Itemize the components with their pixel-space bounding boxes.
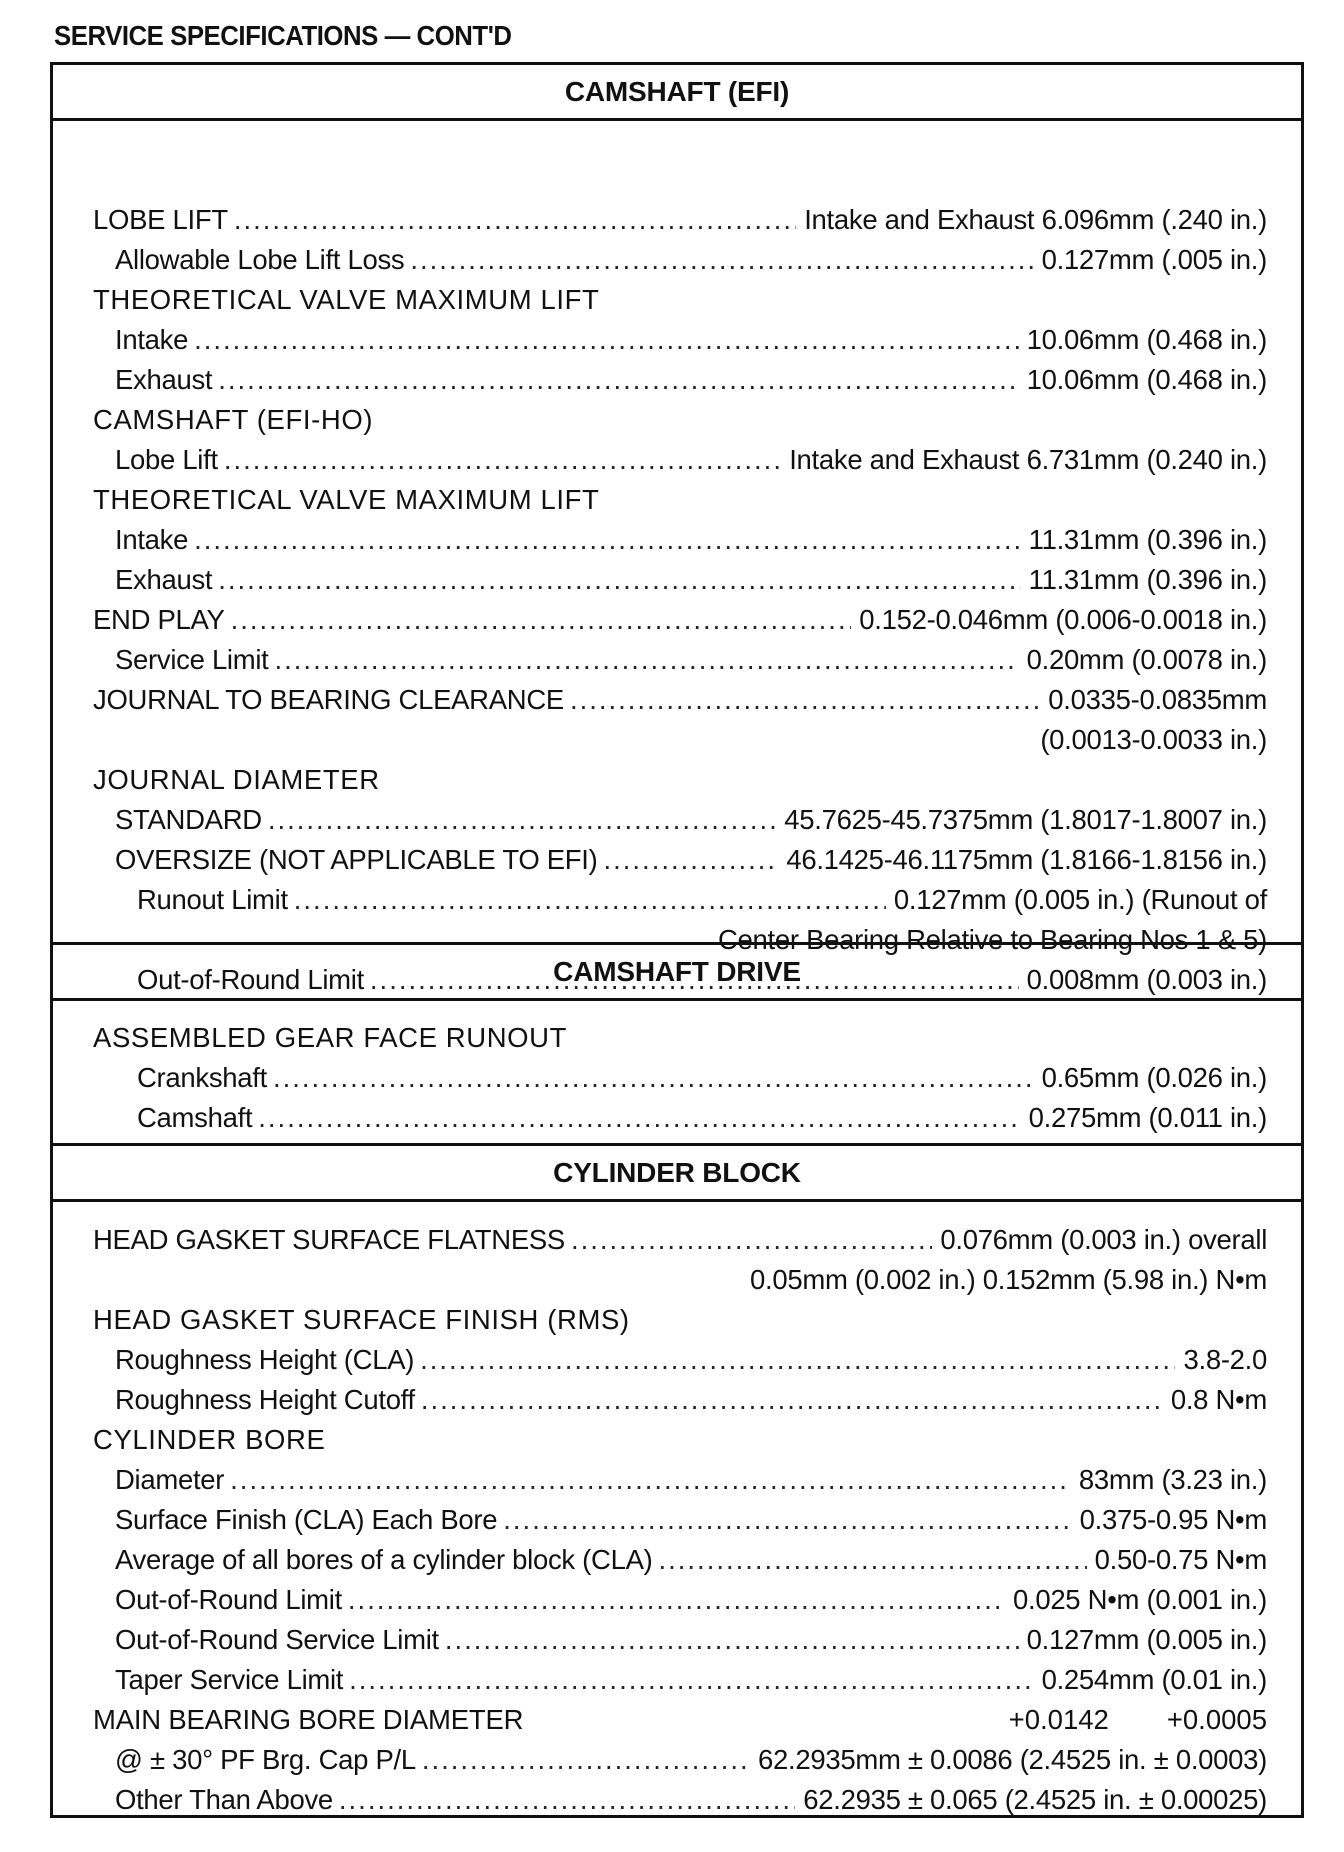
spec-label: LOBE LIFT	[93, 204, 228, 235]
spec-value: Intake and Exhaust 6.096mm (.240 in.)	[804, 204, 1267, 235]
dot-leader	[571, 1224, 932, 1256]
spec-value: 0.127mm (.005 in.)	[1041, 244, 1267, 275]
dot-leader	[194, 324, 1018, 356]
spec-label: Roughness Height Cutoff	[115, 1384, 415, 1415]
subheading-journal-diameter: JOURNAL DIAMETER	[93, 764, 380, 795]
spec-label: OVERSIZE (NOT APPLICABLE TO EFI)	[115, 844, 598, 875]
spec-label: Average of all bores of a cylinder block (CLA)	[115, 1544, 653, 1575]
spec-value-continuation: Center Bearing Relative to Bearing Nos 1 & 5)	[717, 924, 1267, 955]
spec-row-exhaust	[115, 360, 1267, 400]
dot-leader	[218, 364, 1018, 396]
spec-value: 0.50-0.75 N•m	[1094, 1544, 1267, 1575]
spec-row-lobe-lift	[93, 200, 1267, 240]
spec-label: Camshaft	[137, 1102, 253, 1133]
spec-row-end-play	[93, 600, 1267, 640]
spec-label: Out-of-Round Limit	[115, 1584, 342, 1615]
dot-leader	[421, 1384, 1163, 1416]
dot-leader	[194, 524, 1021, 556]
dot-leader	[659, 1544, 1087, 1576]
spec-row-roughness-height	[115, 1340, 1267, 1380]
spec-row-surface-finish	[115, 1500, 1267, 1540]
dot-leader	[218, 564, 1020, 596]
spec-label: Out-of-Round Limit	[137, 964, 364, 995]
spec-label: Lobe Lift	[115, 444, 218, 475]
section-header-camshaft-drive: CAMSHAFT DRIVE	[53, 945, 1301, 1001]
spec-label: Surface Finish (CLA) Each Bore	[115, 1504, 498, 1535]
spec-value: 0.20mm (0.0078 in.)	[1026, 644, 1267, 675]
spec-label: Intake	[115, 524, 189, 555]
dot-leader	[258, 1102, 1020, 1134]
subheading-main-bearing-bore: MAIN BEARING BORE DIAMETER	[93, 1704, 524, 1735]
spec-row-standard	[115, 800, 1267, 840]
spec-value: 10.06mm (0.468 in.)	[1026, 364, 1267, 395]
spec-value: 0.008mm (0.003 in.)	[1026, 964, 1267, 995]
tolerance-plus-metric: +0.0142	[1008, 1704, 1109, 1735]
dot-leader	[234, 204, 796, 236]
spec-row-journal-clearance	[93, 680, 1267, 720]
dot-leader	[224, 444, 781, 476]
spec-value: 0.127mm (0.005 in.)	[1026, 1624, 1267, 1655]
spec-value: 0.0335-0.0835mm	[1048, 684, 1267, 715]
spec-row-roughness-cutoff	[115, 1380, 1267, 1420]
spec-label: Intake	[115, 324, 189, 355]
spec-value: 0.254mm (0.01 in.)	[1041, 1664, 1267, 1695]
subheading-theoretical-lift: THEORETICAL VALVE MAXIMUM LIFT	[93, 284, 600, 315]
spec-row-out-of-round-service	[115, 1620, 1267, 1660]
dot-leader	[349, 1664, 1033, 1696]
dot-leader	[445, 1624, 1019, 1656]
spec-label: Taper Service Limit	[115, 1664, 344, 1695]
spec-value: 3.8-2.0	[1183, 1344, 1267, 1375]
spec-row-lobe-lift-ho	[115, 440, 1267, 480]
spec-label: Runout Limit	[137, 884, 288, 915]
spec-row-head-gasket-flatness	[93, 1220, 1267, 1260]
spec-row-exhaust-ho	[115, 560, 1267, 600]
spec-row-oversize	[115, 840, 1267, 880]
spec-row-intake-ho	[115, 520, 1267, 560]
spec-label: JOURNAL TO BEARING CLEARANCE	[93, 684, 564, 715]
spec-row-pf-brg-cap	[115, 1740, 1267, 1780]
spec-label: Service Limit	[115, 644, 269, 675]
spec-value: 45.7625-45.7375mm (1.8017-1.8007 in.)	[784, 804, 1267, 835]
spec-row-other-than-above	[115, 1780, 1267, 1820]
spec-label: @ ± 30° PF Brg. Cap P/L	[115, 1744, 416, 1775]
spec-value: 0.152-0.046mm (0.006-0.0018 in.)	[859, 604, 1267, 635]
spec-label: Exhaust	[115, 564, 213, 595]
spec-row-intake	[115, 320, 1267, 360]
spec-label: STANDARD	[115, 804, 262, 835]
spec-value: 0.65mm (0.026 in.)	[1041, 1062, 1267, 1093]
spec-label: Allowable Lobe Lift Loss	[115, 244, 405, 275]
subheading-surface-finish: HEAD GASKET SURFACE FINISH (RMS)	[93, 1304, 630, 1335]
spec-row-runout-limit	[137, 880, 1267, 920]
section-header-camshaft-efi: CAMSHAFT (EFI)	[53, 65, 1301, 121]
dot-leader	[273, 1062, 1034, 1094]
dot-leader	[420, 1344, 1175, 1376]
spec-value-continuation: (0.0013-0.0033 in.)	[1040, 724, 1267, 755]
spec-label: Diameter	[115, 1464, 225, 1495]
spec-value: 0.8 N•m	[1170, 1384, 1267, 1415]
dot-leader	[604, 844, 779, 876]
spec-value: 0.375-0.95 N•m	[1079, 1504, 1267, 1535]
dot-leader	[275, 644, 1019, 676]
page-title: SERVICE SPECIFICATIONS — CONT'D	[54, 20, 512, 51]
spec-value: 62.2935mm ± 0.0086 (2.4525 in. ± 0.0003)	[758, 1744, 1267, 1775]
dot-leader	[231, 604, 852, 636]
spec-label: Roughness Height (CLA)	[115, 1344, 415, 1375]
spec-value: 0.275mm (0.011 in.)	[1028, 1102, 1267, 1133]
spec-value: 11.31mm (0.396 in.)	[1028, 524, 1267, 555]
tolerance-plus-inch: +0.0005	[1166, 1704, 1267, 1735]
spec-label: Out-of-Round Service Limit	[115, 1624, 439, 1655]
spec-label: Exhaust	[115, 364, 213, 395]
spec-label: HEAD GASKET SURFACE FLATNESS	[93, 1224, 565, 1255]
spec-value: 11.31mm (0.396 in.)	[1028, 564, 1267, 595]
spec-row-service-limit	[115, 640, 1267, 680]
spec-row-average-bores	[115, 1540, 1267, 1580]
dot-leader	[503, 1504, 1071, 1536]
section-header-cylinder-block: CYLINDER BLOCK	[53, 1146, 1301, 1202]
dot-leader	[410, 244, 1033, 276]
spec-label: END PLAY	[93, 604, 225, 635]
dot-leader	[348, 1584, 1005, 1616]
spec-value: 83mm (3.23 in.)	[1078, 1464, 1267, 1495]
spec-row-camshaft	[137, 1098, 1267, 1138]
subheading-cylinder-bore: CYLINDER BORE	[93, 1424, 326, 1455]
dot-leader	[268, 804, 776, 836]
spec-row-crankshaft	[137, 1058, 1267, 1098]
spec-label: Other Than Above	[115, 1784, 333, 1815]
spec-row-taper-service	[115, 1660, 1267, 1700]
dot-leader	[294, 884, 886, 916]
spec-value: 0.025 N•m (0.001 in.)	[1012, 1584, 1267, 1615]
spec-value: 0.076mm (0.003 in.) overall	[940, 1224, 1267, 1255]
subheading-camshaft-efi-ho: CAMSHAFT (EFI-HO)	[93, 404, 374, 435]
subheading-gear-face-runout: ASSEMBLED GEAR FACE RUNOUT	[93, 1022, 568, 1053]
dot-leader	[570, 684, 1040, 716]
spec-row-diameter	[115, 1460, 1267, 1500]
spec-value: 46.1425-46.1175mm (1.8166-1.8156 in.)	[786, 844, 1267, 875]
subheading-theoretical-lift-ho: THEORETICAL VALVE MAXIMUM LIFT	[93, 484, 600, 515]
spec-row-allowable-lobe-lift-loss	[115, 240, 1267, 280]
spec-row-out-of-round-limit	[115, 1580, 1267, 1620]
spec-table	[50, 62, 1304, 1818]
spec-value: 0.127mm (0.005 in.) (Runout of	[893, 884, 1267, 915]
spec-value: 62.2935 ± 0.065 (2.4525 in. ± 0.00025)	[803, 1784, 1267, 1815]
spec-value: Intake and Exhaust 6.731mm (0.240 in.)	[789, 444, 1267, 475]
spec-value-continuation: 0.05mm (0.002 in.) 0.152mm (5.98 in.) N•m	[750, 1264, 1267, 1295]
dot-leader	[422, 1744, 750, 1776]
tolerance-superscripts	[951, 1700, 1267, 1740]
dot-leader	[230, 1464, 1071, 1496]
spec-value: 10.06mm (0.468 in.)	[1026, 324, 1267, 355]
dot-leader	[339, 1784, 795, 1816]
spec-label: Crankshaft	[137, 1062, 267, 1093]
